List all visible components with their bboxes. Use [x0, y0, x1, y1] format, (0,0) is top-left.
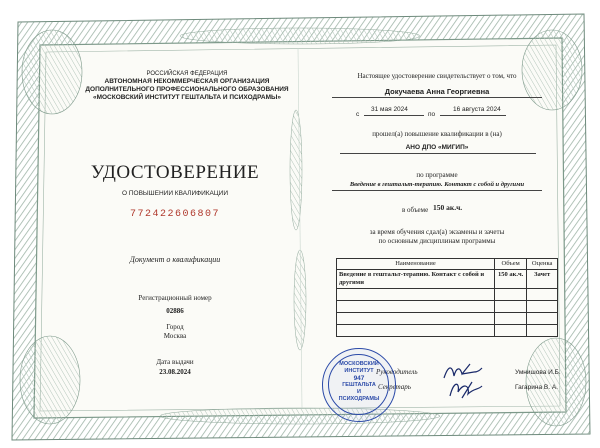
holder-name: Докучаева Анна Георгиевна	[384, 87, 490, 96]
reg-number-value: 02886	[166, 307, 184, 315]
reg-number-label: Регистрационный номер	[138, 294, 212, 302]
stamp-line-4: И	[357, 389, 361, 395]
date-from-label: с	[356, 111, 360, 118]
date-from-line	[364, 115, 424, 116]
name-underline	[332, 97, 542, 98]
column-header-grade: Оценка	[527, 259, 558, 270]
certificate-title: УДОСТОВЕРЕНИЕ	[90, 162, 260, 183]
date-from-value: 31 мая 2024	[371, 106, 408, 113]
column-header-name: Наименование	[337, 259, 495, 270]
issue-date-value: 23.08.2024	[159, 368, 191, 376]
serial-number: 772422606807	[129, 209, 220, 220]
discipline-name: Введение в гештальт-терапию. Контакт с собой и другими	[337, 270, 495, 289]
org-header	[82, 70, 292, 102]
passed-text: прошел(а) повышение квалификации в (на)	[372, 130, 502, 138]
official-stamp	[322, 348, 396, 422]
org-type-2: ДОПОЛНИТЕЛЬНОГО ПРОФЕССИОНАЛЬНОГО ОБРАЗОВАНИЯ	[85, 86, 289, 93]
head-name: Умнишова И.Б.	[515, 369, 561, 376]
column-header-volume: Объем	[494, 259, 526, 270]
disciplines-table	[336, 258, 558, 337]
date-to-label: по	[428, 111, 436, 118]
table-row	[337, 325, 558, 337]
stamp-line-2: ИНСТИТУТ	[344, 368, 374, 374]
program-name: Введение в гештальт-терапию. Контакт с собой и другими	[349, 181, 525, 188]
stamp-number: 947	[353, 375, 365, 382]
date-to-line	[440, 115, 506, 116]
table-row	[337, 313, 558, 325]
city-label: Город	[166, 323, 184, 331]
stamp-line-5: ПСИХОДРАМЫ	[338, 396, 380, 402]
volume-value: 150 ак.ч.	[433, 203, 463, 212]
date-to-value: 16 августа 2024	[453, 106, 501, 113]
city-value: Москва	[163, 332, 187, 340]
org-country: РОССИЙСКАЯ ФЕДЕРАЦИЯ	[146, 71, 228, 77]
org-short: АНО ДПО «МИГИП»	[405, 144, 469, 151]
table-row	[337, 289, 558, 301]
exams-text-2: по основным дисциплинам программы	[378, 237, 496, 245]
org-type: АВТОНОМНАЯ НЕКОММЕРЧЕСКАЯ ОРГАНИЗАЦИЯ	[104, 78, 270, 85]
discipline-grade: Зачет	[527, 270, 558, 289]
issue-date-label: Дата выдачи	[156, 358, 194, 366]
table-row	[337, 270, 558, 289]
stamp-line-1: МОСКОВСКИЙ	[339, 361, 379, 367]
table-row	[337, 301, 558, 313]
volume-label: в объеме	[402, 206, 429, 214]
intro-text: Настоящее удостоверение свидетельствует о том, что	[357, 72, 517, 80]
document-type-label: Документ о квалификации	[129, 255, 221, 264]
program-underline	[332, 190, 542, 191]
secretary-signature	[444, 376, 488, 402]
certificate-subtitle: О ПОВЫШЕНИИ КВАЛИФИКАЦИИ	[121, 190, 229, 197]
stamp-line-3: ГЕШТАЛЬТА	[342, 382, 376, 388]
secretary-label: Секретарь	[378, 383, 411, 391]
program-label: по программе	[416, 171, 458, 179]
secretary-name: Гагарина В. А.	[515, 384, 558, 391]
table-header-row	[337, 259, 558, 270]
exams-text: за время обучения сдал(а) экзамены и зачеты	[369, 228, 505, 236]
org-underline	[340, 153, 536, 154]
discipline-volume: 150 ак.ч.	[494, 270, 526, 289]
head-label: Руководитель	[376, 368, 418, 376]
org-name: «МОСКОВСКИЙ ИНСТИТУТ ГЕШТАЛЬТА И ПСИХОДРАМЫ»	[92, 94, 282, 101]
